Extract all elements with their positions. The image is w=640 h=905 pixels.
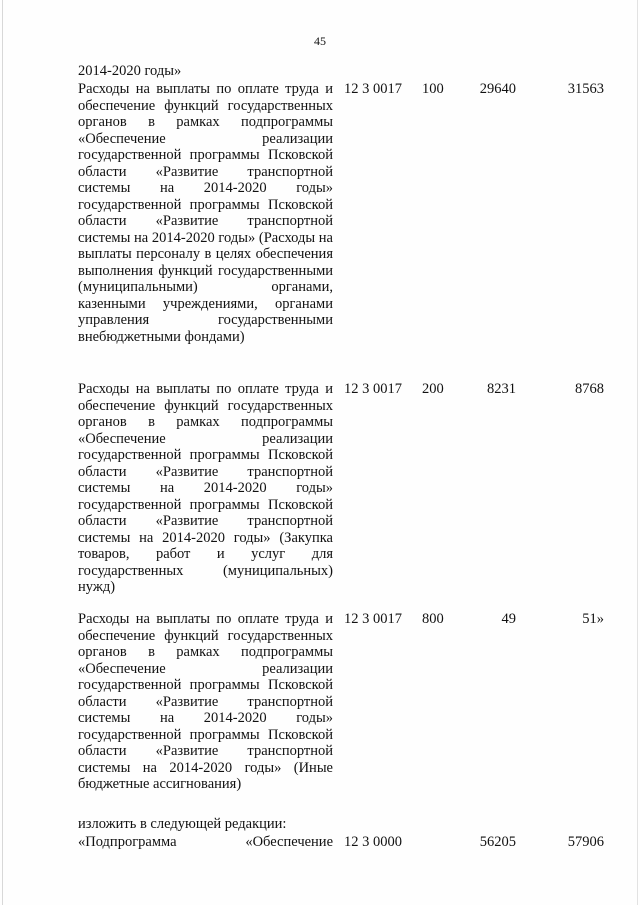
row-expense-type: 200 [422, 381, 444, 397]
row-value-year-1: 8231 [487, 381, 516, 397]
row-value-year-1: 56205 [479, 834, 516, 850]
row-code: 12 3 0000 [344, 834, 402, 850]
row-description: Расходы на выплаты по оплате труда и обеспечение функций государственных органов в рамках подпрограммы «Обеспечение реализации государственной программы Псковской области «Развитие транспортной системы на 2014-2020 годы» государственной программы Псковской области «Развитие транспортной системы на 2014-2020 годы» (Закупка товаров, работ и услуг для государственных (муниципальных) нужд) [78, 381, 333, 595]
row-expense-type: 100 [422, 81, 444, 97]
row-value-year-2: 51» [582, 611, 604, 627]
row-expense-type: 800 [422, 611, 444, 627]
row-value-year-2: 31563 [567, 81, 604, 97]
row-code: 12 3 0017 [344, 381, 402, 397]
row-description: Расходы на выплаты по оплате труда и обеспечение функций государственных органов в рамках подпрограммы «Обеспечение реализации государственной программы Псковской области «Развитие транспортной системы на 2014-2020 годы» государственной программы Псковской области «Развитие транспортной системы на 2014-2020 годы» (Иные бюджетные ассигнования) [78, 611, 333, 792]
scan-edge-right [637, 0, 638, 905]
row-value-year-1: 29640 [479, 81, 516, 97]
page-number: 45 [314, 34, 326, 48]
row-description: Расходы на выплаты по оплате труда и обеспечение функций государственных органов в рамках подпрограммы «Обеспечение реализации государственной программы Псковской области «Развитие транспортной системы на 2014-2020 годы» государственной программы Псковской области «Развитие транспортной системы на 2014-2020 годы» (Расходы на выплаты персоналу в целях обеспечения выполнения функций государственными (муниципальными) органами, казенными учреждениями, органами управления государственными внебюджетными фондами) [78, 81, 333, 345]
scan-edge-left [2, 0, 3, 905]
row-value-year-2: 8768 [575, 381, 604, 397]
row-value-year-2: 57906 [567, 834, 604, 850]
amendment-instruction: изложить в следующей редакции: [78, 816, 287, 832]
continuation-text: 2014-2020 годы» [78, 63, 182, 79]
row-code: 12 3 0017 [344, 611, 402, 627]
row-description: «Подпрограмма «Обеспечение [78, 834, 333, 850]
row-value-year-1: 49 [501, 611, 516, 627]
row-code: 12 3 0017 [344, 81, 402, 97]
